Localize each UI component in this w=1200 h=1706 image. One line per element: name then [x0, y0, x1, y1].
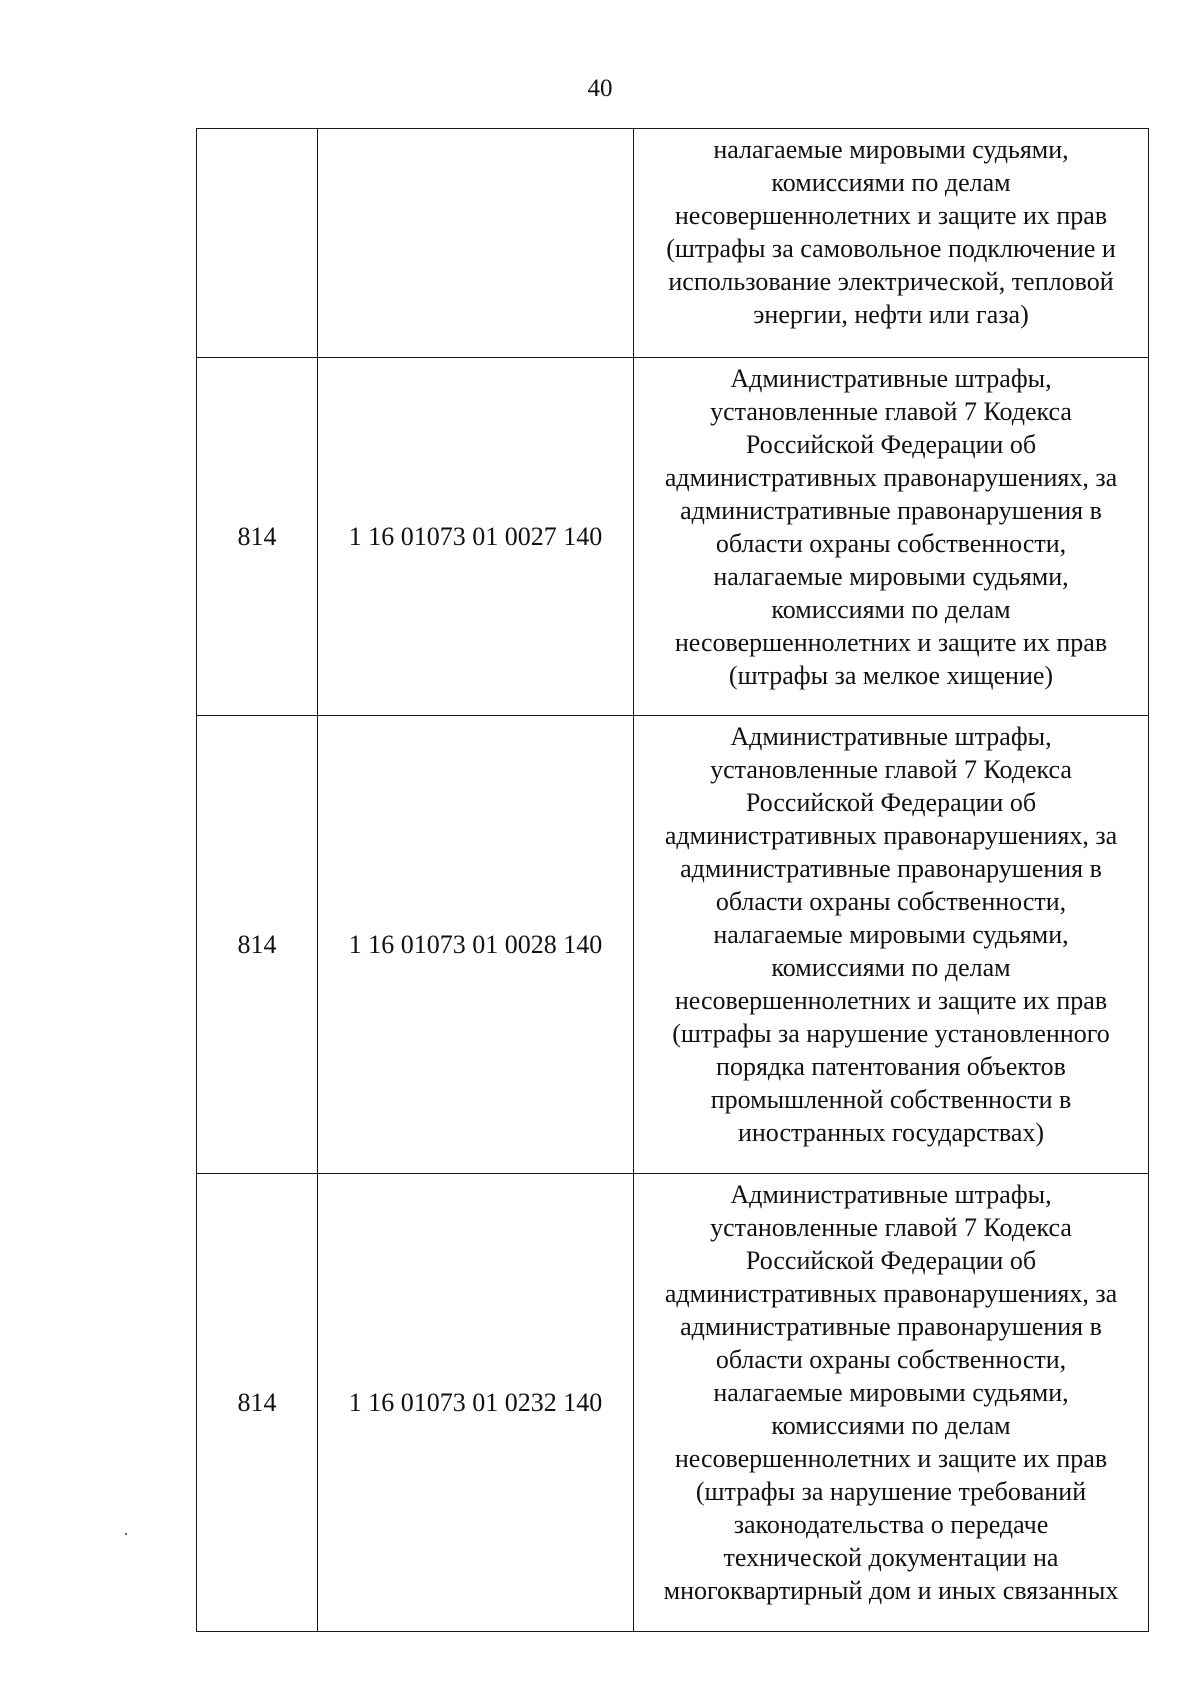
name-line: технической документации на [723, 1543, 1059, 1572]
name-line: налагаемые мировыми судьями, [713, 135, 1069, 164]
name-line: установленные главой 7 Кодекса [710, 755, 1072, 784]
budget-codes-table [196, 128, 1149, 1632]
name-line: комиссиями по делам [771, 168, 1011, 197]
table-row [197, 129, 1149, 358]
name-line: несовершеннолетних и защите их прав [674, 986, 1108, 1015]
kbk-code-cell [318, 129, 634, 358]
kbk-code-cell: 1 16 01073 01 0232 140 [318, 1174, 634, 1632]
name-line: административных правонарушениях, за [664, 1279, 1118, 1308]
name-line: Административные штрафы, [730, 364, 1052, 393]
admin-code-cell: 814 [197, 1174, 318, 1632]
admin-code-cell: 814 [197, 358, 318, 716]
name-line: многоквартирный дом и иных связанных [663, 1576, 1119, 1605]
name-line: административные правонарушения в [680, 496, 1102, 525]
kbk-code-cell: 1 16 01073 01 0027 140 [318, 358, 634, 716]
name-line: Российской Федерации об [745, 430, 1037, 459]
name-line: Административные штрафы, [730, 722, 1052, 751]
revenue-name-cell [634, 129, 1149, 358]
name-line: Административные штрафы, [730, 1180, 1052, 1209]
name-line: промышленной собственности в [710, 1085, 1072, 1114]
name-line: энергии, нефти или газа) [753, 300, 1029, 329]
name-line: иностранных государствах) [737, 1118, 1045, 1147]
name-line: несовершеннолетних и защите их прав [674, 201, 1108, 230]
name-line: налагаемые мировыми судьями, [713, 920, 1069, 949]
scan-speck [125, 1533, 127, 1535]
name-line: области охраны собственности, [715, 529, 1067, 558]
name-line: установленные главой 7 Кодекса [710, 397, 1072, 426]
name-line: комиссиями по делам [771, 1411, 1011, 1440]
name-line: (штрафы за мелкое хищение) [728, 661, 1054, 690]
table-row [197, 716, 1149, 1174]
name-line: области охраны собственности, [715, 887, 1067, 916]
name-line: области охраны собственности, [715, 1345, 1067, 1374]
name-line: законодательства о передаче [733, 1510, 1049, 1539]
name-line: административных правонарушениях, за [664, 821, 1118, 850]
name-line: установленные главой 7 Кодекса [710, 1213, 1072, 1242]
table-row [197, 358, 1149, 716]
name-line: Российской Федерации об [745, 788, 1037, 817]
page-number: 40 [587, 75, 613, 102]
name-line: административные правонарушения в [680, 854, 1102, 883]
table-row [197, 1174, 1149, 1632]
name-line: (штрафы за нарушение требований [695, 1477, 1087, 1506]
name-line: (штрафы за самовольное подключение и [666, 234, 1116, 263]
revenue-name-cell [634, 358, 1149, 716]
name-line: Российской Федерации об [745, 1246, 1037, 1275]
name-line: использование электрической, тепловой [668, 267, 1114, 296]
name-line: (штрафы за нарушение установленного [672, 1019, 1110, 1048]
name-line: налагаемые мировыми судьями, [713, 562, 1069, 591]
revenue-name-cell [634, 716, 1149, 1174]
name-line: налагаемые мировыми судьями, [713, 1378, 1069, 1407]
name-line: комиссиями по делам [771, 595, 1011, 624]
revenue-name-cell [634, 1174, 1149, 1632]
name-line: комиссиями по делам [771, 953, 1011, 982]
name-line: административных правонарушениях, за [664, 463, 1118, 492]
name-line: несовершеннолетних и защите их прав [674, 1444, 1108, 1473]
name-line: порядка патентования объектов [716, 1052, 1066, 1081]
name-line: административные правонарушения в [680, 1312, 1102, 1341]
admin-code-cell: 814 [197, 716, 318, 1174]
kbk-code-cell: 1 16 01073 01 0028 140 [318, 716, 634, 1174]
name-line: несовершеннолетних и защите их прав [674, 628, 1108, 657]
admin-code-cell [197, 129, 318, 358]
